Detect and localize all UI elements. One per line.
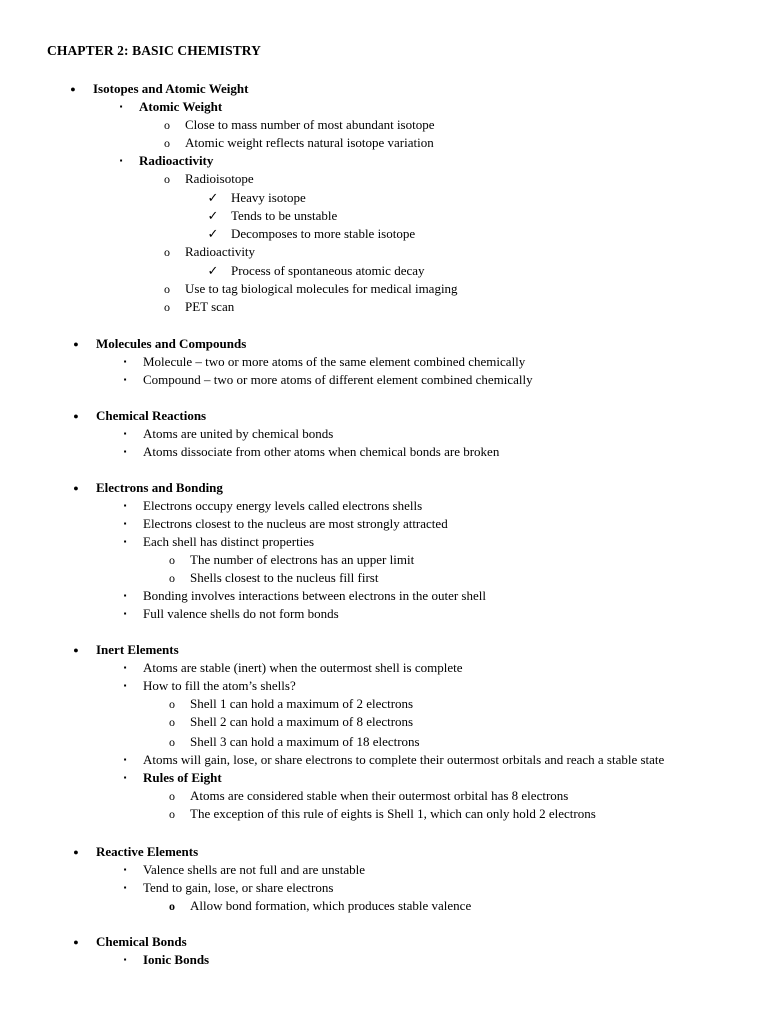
outline-item-dot: [0, 933, 768, 951]
check-bullet-icon: ✓: [207, 263, 219, 278]
outline-item-text: Atoms are stable (inert) when the outermost shell is complete: [143, 660, 463, 675]
outline-item-text: Isotopes and Atomic Weight: [93, 81, 249, 96]
circle-bullet-icon: o: [169, 697, 175, 711]
outline-item-square: [0, 951, 768, 969]
circle-bullet-icon: o: [169, 789, 175, 803]
outline-item-circle: [0, 569, 768, 587]
square-bullet-icon: ▪: [123, 955, 127, 964]
outline-item-square: [0, 587, 768, 605]
outline-item-text: Each shell has distinct properties: [143, 534, 315, 549]
outline-item-text: Shell 2 can hold a maximum of 8 electrons: [190, 714, 414, 729]
outline-item-text: Rules of Eight: [143, 770, 222, 785]
outline-item-square: [0, 677, 768, 695]
square-bullet-icon: ▪: [123, 537, 127, 546]
outline-item-text: Close to mass number of most abundant isotope: [185, 117, 435, 132]
check-bullet-icon: ✓: [207, 208, 219, 223]
outline-item-text: Radioactivity: [139, 153, 214, 168]
outline-item-text: Shell 1 can hold a maximum of 2 electrons: [190, 696, 414, 711]
outline-item-square: [0, 497, 768, 515]
square-bullet-icon: ▪: [123, 865, 127, 874]
outline-item-text: Decomposes to more stable isotope: [231, 226, 416, 241]
outline-item-square: [0, 769, 768, 787]
check-bullet-icon: ✓: [207, 190, 219, 205]
outline-item-circle: [0, 713, 768, 731]
dot-bullet-icon: ●: [73, 411, 79, 421]
square-bullet-icon: ▪: [123, 429, 127, 438]
outline-item-circle: [0, 134, 768, 152]
square-bullet-icon: ▪: [119, 102, 123, 111]
outline-item-square: [0, 443, 768, 461]
outline-item-circle: [0, 805, 768, 823]
square-bullet-icon: ▪: [123, 663, 127, 672]
outline-item-circle: [0, 243, 768, 261]
outline-item-square: [0, 371, 768, 389]
outline-item-text: Electrons and Bonding: [96, 480, 223, 495]
outline-item-dot: [0, 80, 768, 98]
chapter-title: CHAPTER 2: BASIC CHEMISTRY: [47, 43, 262, 58]
outline-item-dot: [0, 479, 768, 497]
outline-item-text: The exception of this rule of eights is Shell 1, which can only hold 2 electrons: [190, 806, 596, 821]
outline-item-square: [0, 353, 768, 371]
outline-item-text: PET scan: [185, 299, 235, 314]
outline-item-text: Molecule – two or more atoms of the same element combined chemically: [143, 354, 526, 369]
outline-item-text: Heavy isotope: [231, 190, 306, 205]
square-bullet-icon: ▪: [123, 375, 127, 384]
circle-bullet-icon: o: [169, 571, 175, 585]
outline-item-square: [0, 425, 768, 443]
outline-item-text: Atomic weight reflects natural isotope variation: [185, 135, 434, 150]
dot-bullet-icon: ●: [73, 483, 79, 493]
outline-item-text: Bonding involves interactions between electrons in the outer shell: [143, 588, 486, 603]
outline-item-text: Atomic Weight: [139, 99, 223, 114]
outline-item-text: Shells closest to the nucleus fill first: [190, 570, 379, 585]
circle-bullet-icon: o: [164, 282, 170, 296]
square-bullet-icon: ▪: [123, 681, 127, 690]
square-bullet-icon: ▪: [123, 357, 127, 366]
outline-item-circle: [0, 787, 768, 805]
outline-item-text: Radioactivity: [185, 244, 256, 259]
outline-item-text: Atoms will gain, lose, or share electrons to complete their outermost orbitals and reach a stable state: [143, 752, 665, 767]
check-bullet-icon: ✓: [207, 226, 219, 241]
circle-bullet-icon: o: [169, 715, 175, 729]
outline-item-square: [0, 751, 768, 769]
outline-item-square: [0, 152, 768, 170]
outline-item-square: [0, 605, 768, 623]
outline-item-text: Valence shells are not full and are unstable: [143, 862, 365, 877]
outline-item-text: Reactive Elements: [96, 844, 199, 859]
outline-item-text: Radioisotope: [185, 171, 254, 186]
outline-item-text: Molecules and Compounds: [96, 336, 247, 351]
square-bullet-icon: ▪: [123, 447, 127, 456]
outline-item-square: [0, 659, 768, 677]
circle-bullet-icon: o: [164, 300, 170, 314]
outline-item-circle: [0, 298, 768, 316]
outline-item-text: Full valence shells do not form bonds: [143, 606, 339, 621]
outline-item-circle: [0, 280, 768, 298]
square-bullet-icon: ▪: [123, 519, 127, 528]
square-bullet-icon: ▪: [123, 591, 127, 600]
outline-item-check: [0, 207, 768, 225]
square-bullet-icon: ▪: [123, 883, 127, 892]
outline-item-circle: [0, 116, 768, 134]
outline-item-text: Allow bond formation, which produces stable valence: [190, 898, 472, 913]
circle-bullet-icon: o: [169, 899, 175, 913]
outline-item-dot: [0, 641, 768, 659]
outline-item-square: [0, 533, 768, 551]
outline-item-text: The number of electrons has an upper limit: [190, 552, 415, 567]
circle-bullet-icon: o: [169, 553, 175, 567]
outline-item-text: Chemical Bonds: [96, 934, 187, 949]
outline-item-text: Atoms are considered stable when their outermost orbital has 8 electrons: [190, 788, 569, 803]
outline-item-text: Process of spontaneous atomic decay: [231, 263, 425, 278]
outline-item-circle: [0, 170, 768, 188]
outline-item-check: [0, 262, 768, 280]
square-bullet-icon: ▪: [123, 773, 127, 782]
outline-item-text: Electrons closest to the nucleus are most strongly attracted: [143, 516, 448, 531]
outline-item-text: Compound – two or more atoms of different element combined chemically: [143, 372, 533, 387]
outline-item-text: Shell 3 can hold a maximum of 18 electrons: [190, 734, 420, 749]
square-bullet-icon: ▪: [119, 156, 123, 165]
circle-bullet-icon: o: [164, 136, 170, 150]
outline-item-square: [0, 98, 768, 116]
outline-item-square: [0, 879, 768, 897]
circle-bullet-icon: o: [164, 245, 170, 259]
outline-item-text: Use to tag biological molecules for medical imaging: [185, 281, 458, 296]
outline-item-text: Atoms dissociate from other atoms when chemical bonds are broken: [143, 444, 500, 459]
outline-item-text: Tends to be unstable: [231, 208, 338, 223]
outline-item-check: [0, 225, 768, 243]
circle-bullet-icon: o: [169, 807, 175, 821]
square-bullet-icon: ▪: [123, 609, 127, 618]
outline-item-text: Electrons occupy energy levels called electrons shells: [143, 498, 423, 513]
outline-item-text: Chemical Reactions: [96, 408, 207, 423]
outline-item-text: Tend to gain, lose, or share electrons: [143, 880, 334, 895]
square-bullet-icon: ▪: [123, 501, 127, 510]
outline-item-text: How to fill the atom’s shells?: [143, 678, 296, 693]
circle-bullet-icon: o: [169, 735, 175, 749]
outline-item-circle: [0, 695, 768, 713]
outline-item-circle: [0, 551, 768, 569]
square-bullet-icon: ▪: [123, 755, 127, 764]
circle-bullet-icon: o: [164, 118, 170, 132]
dot-bullet-icon: ●: [73, 937, 79, 947]
dot-bullet-icon: ●: [73, 645, 79, 655]
outline-item-text: Atoms are united by chemical bonds: [143, 426, 334, 441]
circle-bullet-icon: o: [164, 172, 170, 186]
dot-bullet-icon: ●: [73, 847, 79, 857]
outline-item-dot: [0, 335, 768, 353]
dot-bullet-icon: ●: [73, 339, 79, 349]
outline-item-check: [0, 189, 768, 207]
outline-item-dot: [0, 407, 768, 425]
outline-item-square: [0, 515, 768, 533]
outline-item-text: Ionic Bonds: [143, 952, 210, 967]
outline-item-circle: [0, 897, 768, 915]
dot-bullet-icon: ●: [70, 84, 76, 94]
outline-item-circle: [0, 733, 768, 751]
outline-item-dot: [0, 843, 768, 861]
outline-item-square: [0, 861, 768, 879]
outline-item-text: Inert Elements: [96, 642, 179, 657]
